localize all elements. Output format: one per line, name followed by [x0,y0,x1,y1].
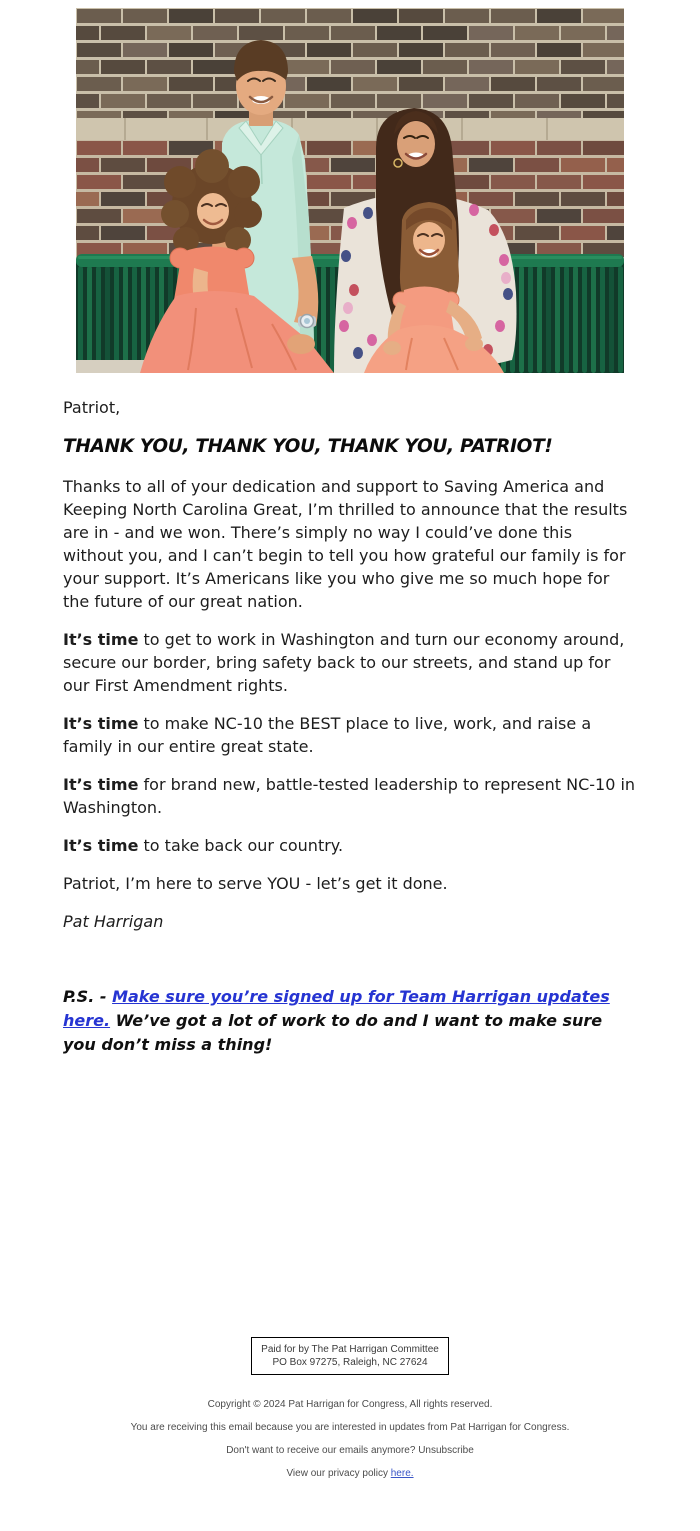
privacy-prefix: View our privacy policy [286,1468,391,1479]
ps-note [63,985,637,1057]
stone-band [76,118,624,140]
letter-paragraph: It’s time for brand new, battle-tested leadership to represent NC-10 in Washington. [63,775,636,817]
privacy-line [0,1468,700,1480]
unsubscribe-question: Don't want to receive our emails anymore? [226,1445,419,1456]
signature: Pat Harrigan [63,912,164,931]
unsubscribe-link[interactable]: Unsubscribe [418,1445,474,1456]
copyright-line: Copyright © 2024 Pat Harrigan for Congress, All rights reserved. [207,1399,493,1410]
letter-paragraph: Patriot, I’m here to serve YOU - let’s get it done. [63,874,448,893]
ps-suffix: We’ve got a lot of work to do and I want to make sure you don’t miss a thing! [63,1011,603,1054]
whitespace-spacer [0,1072,700,1337]
disclaimer-line1: Paid for by The Pat Harrigan Committee [261,1344,439,1355]
family-photo [76,8,624,373]
letter-paragraph: It’s time to get to work in Washington and turn our economy around, secure our border, bring safety back to our streets, and stand up for our First Amendment rights. [63,630,625,695]
ps-prefix: P.S. - [63,987,113,1006]
letter-paragraph: It’s time to make NC-10 the BEST place to live, work, and raise a family in our entire great state. [63,714,592,756]
footer [0,1337,700,1531]
letter [0,373,700,1057]
brick-wall-upper [76,8,624,125]
disclaimer-line2: PO Box 97275, Raleigh, NC 27624 [272,1357,428,1368]
paid-for-disclaimer-box [251,1337,449,1375]
headline: THANK YOU, THANK YOU, THANK YOU, PATRIOT! [63,436,553,457]
letter-paragraphs [63,475,637,895]
signup-updates-link[interactable]: Make sure you’re signed up for Team Harrigan updates here. [63,987,610,1030]
letter-paragraph: It’s time to take back our country. [63,836,344,855]
email-body [0,8,700,1531]
letter-paragraph: Thanks to all of your dedication and support to Saving America and Keeping North Carolina Great, I’m thrilled to announce that the results are in - and we won. There’s simply no way I could’ve done this without you, and I can’t begin to tell you how grateful our family is for your support. It’s Americans like you who give me so much hope for the future of our great nation. [63,477,628,611]
subscription-reason-line: You are receiving this email because you are interested in updates from Pat Harrigan for Congress. [130,1422,570,1433]
privacy-policy-link[interactable]: here. [390,1468,414,1479]
salutation: Patriot, [63,398,121,417]
unsubscribe-line [0,1445,700,1457]
